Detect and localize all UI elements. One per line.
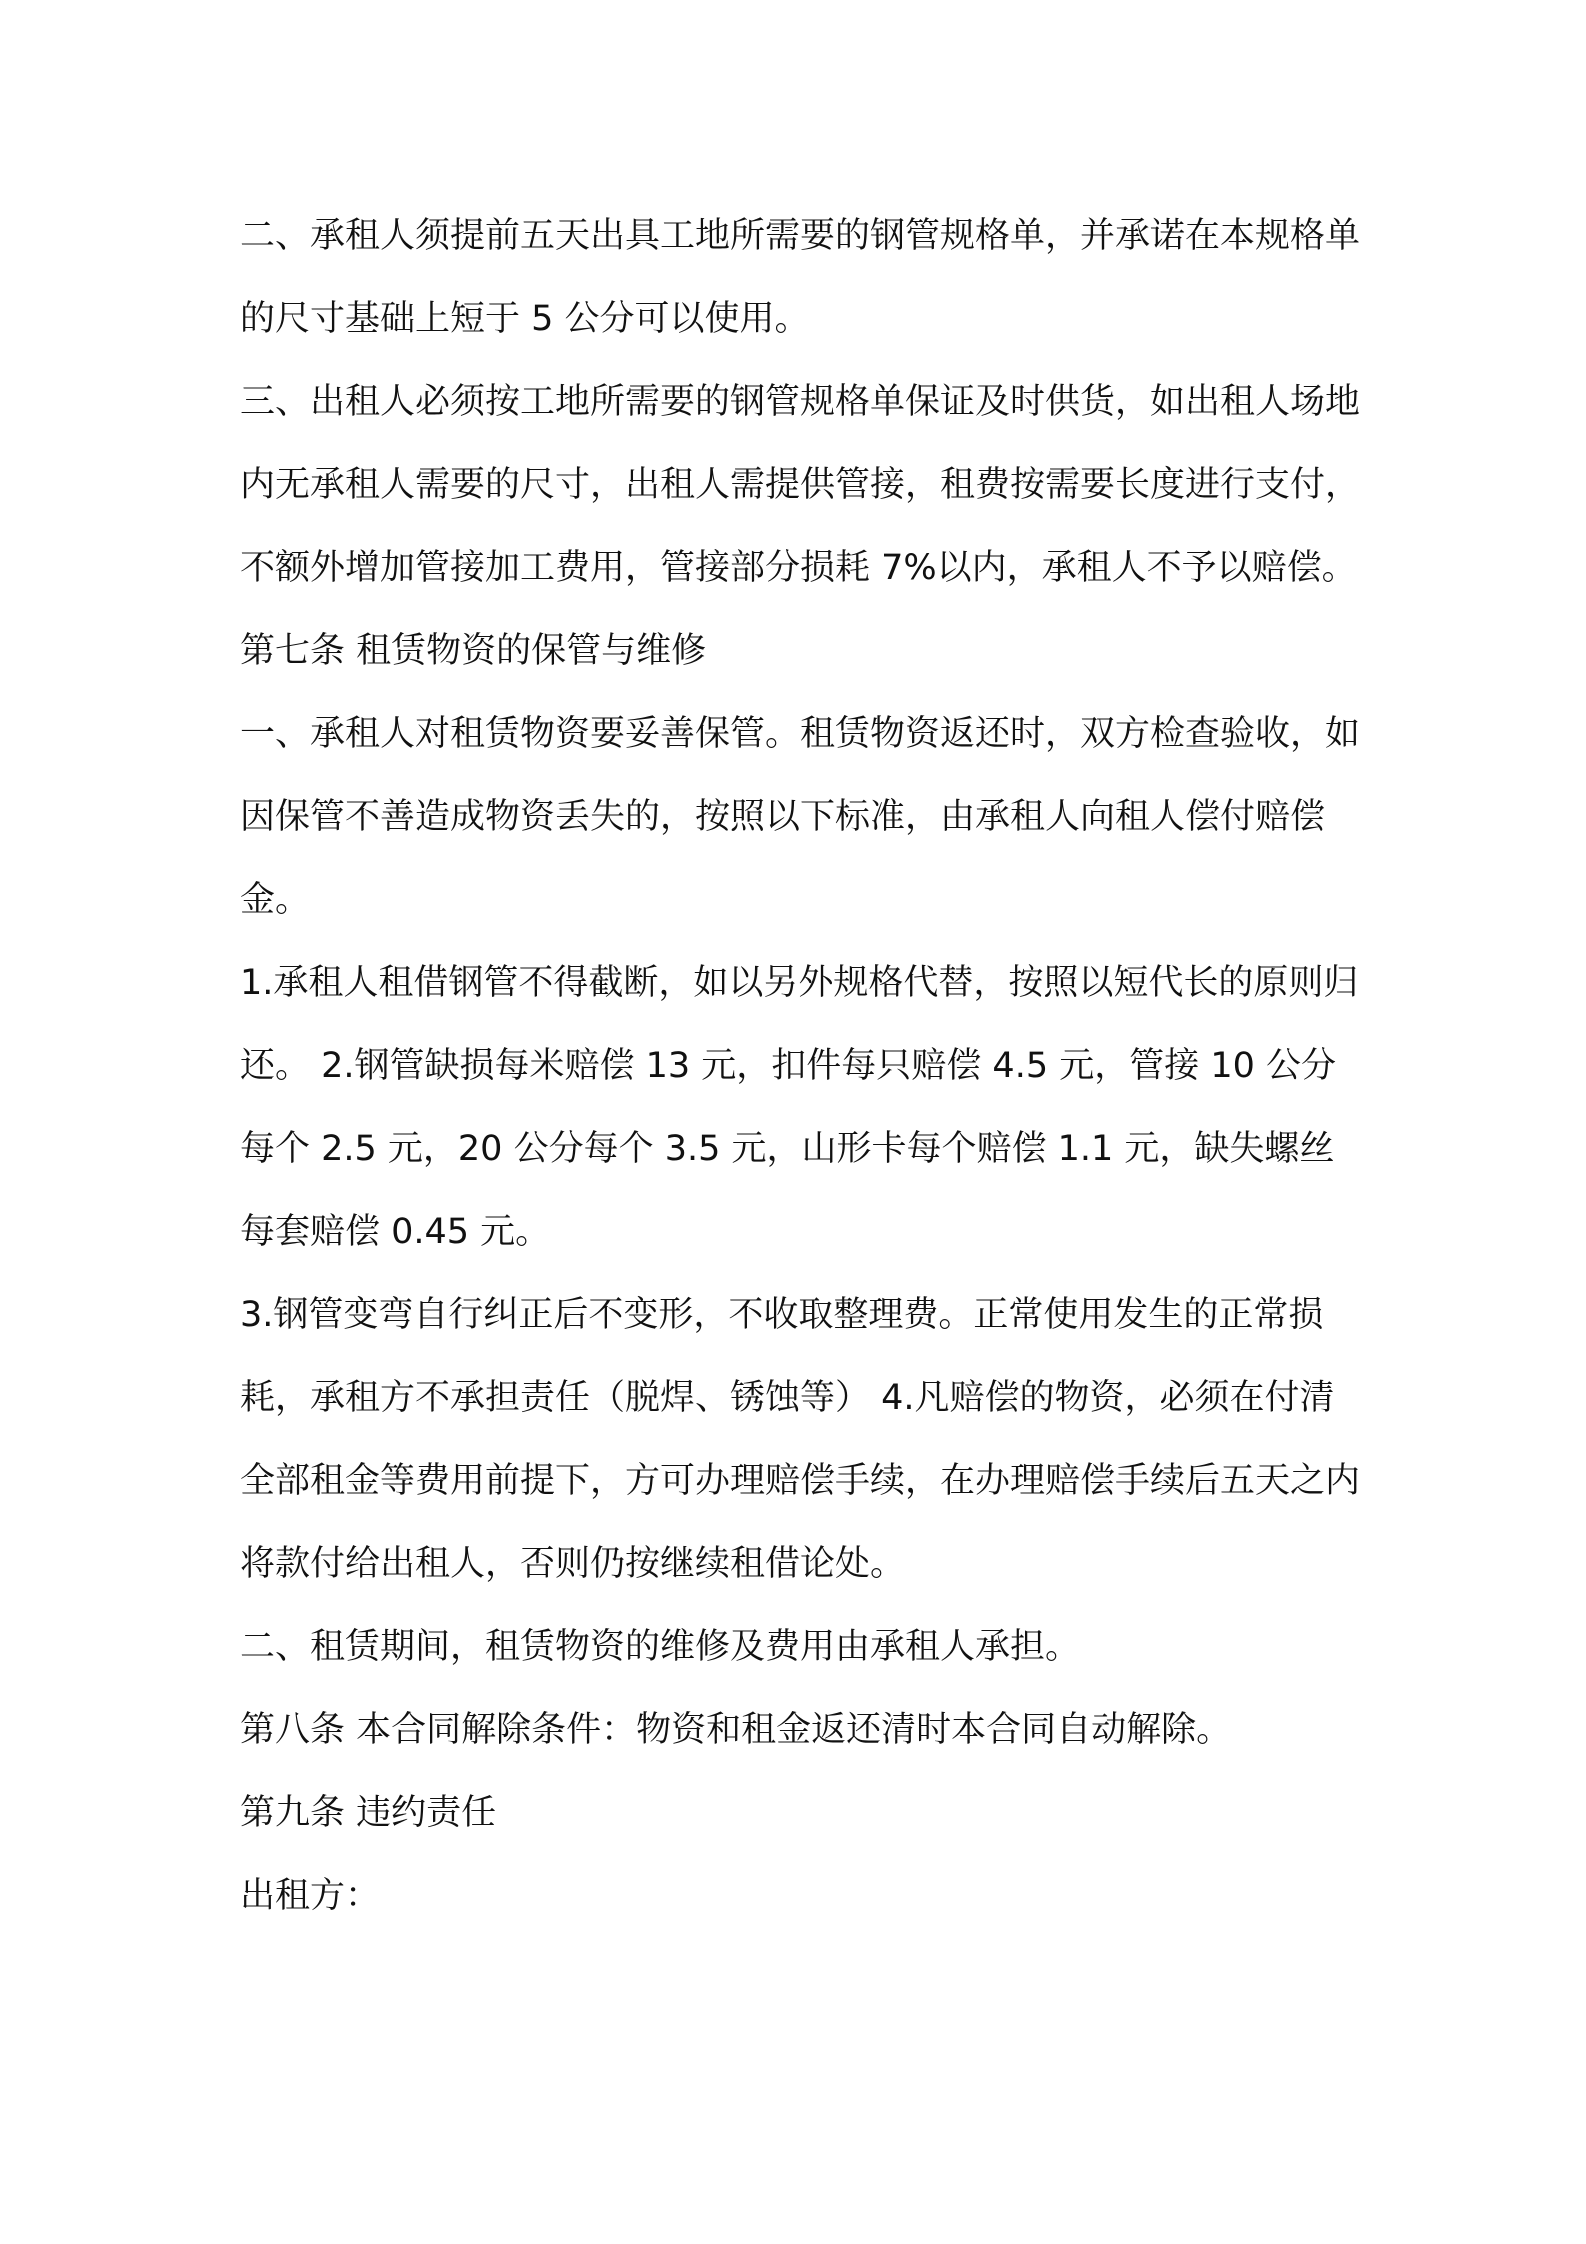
article-7-heading: 第七条 租赁物资的保管与维修 [240, 631, 707, 671]
article-7-clause-1-paragraph: 一、承租人对租赁物资要妥善保管。租赁物资返还时，双方检查验收，如因保管不善造成物资丢失的，按照以下标准，由承租人向租人偿付赔偿金。 [240, 714, 1361, 920]
clause-2-paragraph: 二、承租人须提前五天出具工地所需要的钢管规格单，并承诺在本规格单的尺寸基础上短于 5 公分可以使用。 [240, 216, 1361, 339]
compensation-items-paragraph: 1.承租人租借钢管不得截断，如以另外规格代替，按照以短代长的原则归还。 2.钢管缺损每米赔偿 13 元，扣件每只赔偿 4.5 元，管接 10 公分每个 2.5 元，20 公分每个 3.5 元，山形卡每个赔偿 1.1 元，缺失螺丝每套赔偿 0.45 元。 [240, 963, 1359, 1252]
document-body [240, 195, 1360, 1938]
lessor-signature-label: 出租方： [240, 1876, 381, 1916]
article-8-paragraph: 第八条 本合同解除条件：物资和租金返还清时本合同自动解除。 [240, 1710, 1232, 1750]
article-7-clause-2-paragraph: 二、租赁期间，租赁物资的维修及费用由承租人承担。 [240, 1627, 1081, 1667]
article-9-heading: 第九条 违约责任 [240, 1793, 497, 1833]
clause-3-paragraph: 三、出租人必须按工地所需要的钢管规格单保证及时供货，如出租人场地内无承租人需要的尺寸，出租人需提供管接，租费按需要长度进行支付，不额外增加管接加工费用，管接部分损耗 7%以内，承租人不予以赔偿。 [240, 382, 1361, 588]
compensation-procedure-paragraph: 3.钢管变弯自行纠正后不变形，不收取整理费。正常使用发生的正常损耗，承租方不承担责任（脱焊、锈蚀等） 4.凡赔偿的物资，必须在付清全部租金等费用前提下，方可办理赔偿手续，在办理赔偿手续后五天之内将款付给出租人，否则仍按继续租借论处。 [240, 1295, 1361, 1584]
